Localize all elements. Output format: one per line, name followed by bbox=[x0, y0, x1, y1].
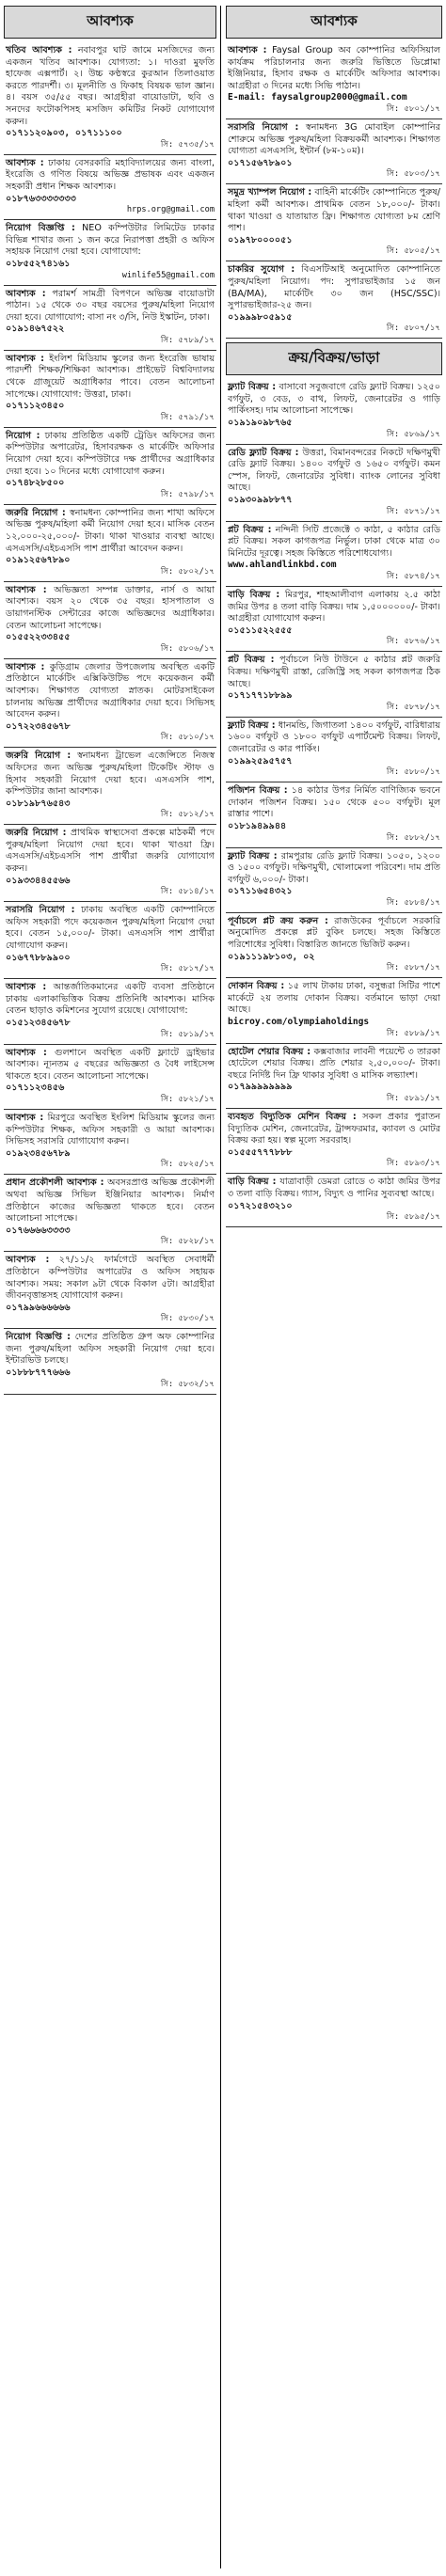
ad-reference: সি: ৫৮১৭/১৭ bbox=[160, 964, 215, 974]
ad-body: ঢাকায় বেসরকারি মহাবিদ্যালয়ের জন্য বাংলা, ইংরেজি ও গণিত বিষয়ে অভিজ্ঞ প্রভাষক এবং একজন সহকারী প্রধান শিক্ষক আবশ্যক। bbox=[6, 157, 215, 192]
job-ad bbox=[4, 1252, 216, 1329]
ad-contact: ০১৯১৪৬৭৫২২ bbox=[6, 324, 65, 335]
ad-text bbox=[228, 785, 440, 821]
ad-contact: ০১৭১১২৩৪৫৬ bbox=[6, 1083, 65, 1094]
ad-text bbox=[228, 122, 440, 158]
ad-contact: ০১৭১১৬৫৪৩২১ bbox=[228, 886, 293, 897]
ad-text bbox=[6, 431, 215, 478]
ad-body: স্বনামধন্য 3G মোবাইল কোম্পানির শোরুমে অভিজ্ঞ পুরুষ/মহিলা বিক্রয়কর্মী আবশ্যক। শিক্ষাগত যোগ্যতা এসএসসি, ইন্টার্ন (৮ম-১০ম)। bbox=[228, 121, 440, 157]
ad-body: মিরপুরে অবস্থিত ইংলিশ মিডিয়াম স্কুলের জন্য কম্পিউটার শিক্ষক, অফিস সহকারী ও আয়া আবশ্যক। সিভিসহ সরাসরি যোগাযোগ করুন। bbox=[6, 1112, 215, 1147]
ad-body: রামপুরায় রেডি ফ্ল্যাট বিক্রয়। ১০৫০, ১২০০ ও ১৫০০ বর্গফুট। দক্ষিণমুখী, খোলামেলা পরিবেশ। দাম প্রতি বর্গফুট ৬,০০০/- টাকা। bbox=[228, 850, 440, 885]
ad-contact: ০১৯৩০৯৯৮৮৭৭ bbox=[228, 495, 293, 506]
ad-reference: সি: ৫৮০৫/১৭ bbox=[386, 246, 440, 257]
ad-title: নিয়োগ : bbox=[6, 430, 40, 441]
ad-contact: ০১৯১২৫৬৭৮৯০ bbox=[6, 555, 71, 566]
ad-text bbox=[228, 382, 440, 418]
ad-reference: সি: ৫৮৭৮/১৭ bbox=[386, 702, 440, 712]
ad-body: উত্তরা, বিমানবন্দরের নিকটে দক্ষিণমুখী রেডি ফ্ল্যাট বিক্রয়। ১৪০০ বর্গফুট ও ১৬৫০ বর্গফুট। কমন স্পেস, লিফট, জেনারেটর সুবিধা। ব্যাংক লোনের সুবিধা আছে। bbox=[228, 447, 440, 494]
ad-contact: ০১৫১১৫২২৫৫৫ bbox=[228, 624, 293, 636]
ad-text bbox=[6, 828, 215, 875]
property-ad bbox=[226, 587, 442, 652]
ad-body: নবাবপুর ঘাট জামে মসজিদের জন্য একজন খতিব আবশ্যক। যোগ্যতা: ১। দাওরা মুফতি হাফেজ এক্সপার্ট। ২। উচ্চ কণ্ঠস্বরে কুরআন তিলাওয়াত করতে পারদর্শী। ৩। মূলনীতি ও ফিকাহ বিষয়ক ভাল জ্ঞান। ৪। বয়স ৩৫/৫৫ বছর। আগ্রহীরা বায়োডাটা, ছবি ও সনদের ফটোকপিসহ মসজিদ কমিটির নিকট যোগাযোগ করুন। bbox=[6, 45, 215, 127]
ad-body: অবসরপ্রাপ্ত অভিজ্ঞ প্রকৌশলী অথবা অভিজ্ঞ সিভিল ইঞ্জিনিয়ার আবশ্যক। নির্মাণ প্রতিষ্ঠানে কাজের অভিজ্ঞতা থাকতে হবে। বেতন আলোচনা সাপেক্ষে। bbox=[6, 1177, 215, 1225]
job-ad bbox=[4, 428, 216, 505]
ad-reference: সি: ৫৮৭৬/১৭ bbox=[386, 637, 440, 647]
ad-reference: সি: ৫৮১০/১৭ bbox=[160, 733, 215, 743]
ad-contact: ০১৭১৭৭১৮৮৯৯ bbox=[228, 690, 293, 702]
ad-contact: ০১৯৭৮০০০০৫১ bbox=[228, 234, 293, 245]
ad-contact: bicroy.com/olympiaholdings bbox=[228, 1017, 370, 1028]
ad-text bbox=[228, 525, 440, 561]
ad-reference: সি: ৫৮৭৪/১৭ bbox=[386, 572, 440, 581]
ad-contact: ০১৭১১২০৯০৩, ০১৭১১১০০ bbox=[6, 128, 122, 139]
property-ad bbox=[226, 652, 442, 717]
ad-title: বাড়ি বিক্রয় : bbox=[228, 590, 280, 600]
ad-reference: সি: ৫৮৯১/১৭ bbox=[386, 1094, 440, 1103]
ad-text bbox=[228, 590, 440, 625]
ad-text bbox=[228, 448, 440, 495]
sale-ad-list bbox=[226, 379, 442, 1227]
ad-title: ফ্ল্যাট বিক্রয় : bbox=[228, 382, 277, 393]
ad-body: পূর্বাচলে নিউ টাউনে ৫ কাঠার প্লট জরুরি বিক্রয়। দক্ষিণমুখী রাস্তা, রেজিস্ট্রি সহ সকল কাগজপত্র ঠিক আছে। bbox=[228, 655, 440, 689]
ad-text bbox=[6, 982, 215, 1018]
ad-title: পজিশন বিক্রয় : bbox=[228, 785, 288, 797]
ad-text bbox=[6, 1113, 215, 1148]
ad-contact: E-mail: faysalgroup2000@gmail.com bbox=[228, 92, 407, 103]
ad-title: আবশ্যক : bbox=[6, 157, 44, 168]
ad-title: নিয়োগ বিজ্ঞপ্তি : bbox=[6, 223, 75, 234]
ad-reference: সি: ৫৮৮২/১৭ bbox=[386, 832, 440, 843]
ad-text bbox=[6, 354, 215, 401]
ad-body: NEO কম্পিউটার লিমিটেড ঢাকার বিভিন্ন শাখার জন্য ১ জন করে নিরাপত্তা প্রহরী ও অফিস সহায়ক নিয়োগ দেয়া হবে। যোগাযোগ: bbox=[6, 223, 215, 258]
ad-title: ব্যবহৃত বিদ্যুতিক মেশিন বিক্রয় : bbox=[228, 1112, 357, 1122]
job-ad bbox=[4, 155, 216, 220]
ad-contact: ০১৭৯৯৯৯৯৯৯৯ bbox=[228, 1082, 293, 1093]
ad-reference: সি: ৫৮২১/১৭ bbox=[160, 1094, 215, 1104]
ad-reference: সি: ৫৮০২/১৭ bbox=[160, 566, 215, 577]
ad-body: বাসাবো সবুজবাগে রেডি ফ্ল্যাট বিক্রয়। ১২৫০ বর্গফুট, ৩ বেড, ৩ বাথ, লিফট, জেনারেটর ও গাড়ি পার্কিংসহ। দাম আলোচনা সাপেক্ষে। bbox=[228, 382, 440, 417]
ad-reference: সি: ৫৮০৭/১৭ bbox=[386, 324, 440, 334]
ad-text bbox=[6, 662, 215, 721]
ad-contact: ০১৭১৫৬৭৮৯০১ bbox=[228, 157, 293, 168]
job-ad bbox=[4, 351, 216, 428]
ad-reference: সি: ৫৮৭১/১৭ bbox=[386, 506, 440, 516]
ad-title: রেডি ফ্ল্যাট বিক্রয় : bbox=[228, 447, 299, 458]
ad-title: হোটেল শেয়ার বিক্রয় : bbox=[228, 1046, 311, 1057]
ad-reference: সি: ৫৭৩৫/১৭ bbox=[160, 139, 215, 150]
section-header-wanted-right: আবশ্যক bbox=[226, 6, 442, 39]
ad-reference: সি: ৫৮৬৯/১৭ bbox=[386, 429, 440, 439]
ad-contact: ০১৫১২৩৪৫৬৭৮ bbox=[6, 1018, 71, 1028]
ad-text bbox=[228, 916, 440, 952]
ad-contact: ০১৮১৯৮৭৬৫৪৩ bbox=[6, 798, 71, 809]
ad-text bbox=[6, 158, 215, 194]
ad-title: নিয়োগ বিজ্ঞপ্তি : bbox=[6, 1332, 71, 1343]
ad-reference: সি: ৫৮১৯/১৭ bbox=[160, 1029, 215, 1039]
property-ad bbox=[226, 718, 442, 782]
job-ad bbox=[4, 1175, 216, 1252]
property-ad bbox=[226, 913, 442, 978]
ad-contact: ০১৯১১১৯৮১০৩, ০২ bbox=[228, 951, 315, 962]
ad-title: আবশ্যক : bbox=[6, 1047, 47, 1058]
job-ad bbox=[4, 582, 216, 659]
ad-body: ২৭/১১/২ ফার্মগেটে অবস্থিত সেবাধর্মী প্রতিষ্ঠানে কম্পিউটার অপারেটর ও অফিস সহায়ক আবশ্যক। সময়: সকাল ৯টা থেকে বিকাল ৫টা। আগ্রহীরা জীবনবৃত্তান্তসহ যোগাযোগ করুন। bbox=[6, 1255, 215, 1302]
ad-title: আবশ্যক : bbox=[6, 584, 47, 595]
ad-title: আবশ্যক : bbox=[6, 353, 45, 364]
ad-body: বাহিনী মার্কেটিং কোম্পানিতে পুরুষ/মহিলা কর্মী আবশ্যক। প্রাথমিক বেতন ১৮,০০০/- টাকা। থাকা খাওয়া ও যাতায়াত ফ্রি। শিক্ষাগত যোগ্যতা ৮ম শ্রেণি পাশ। bbox=[228, 187, 440, 234]
ad-text bbox=[6, 223, 215, 259]
ad-contact: ০১৭১১২৩৪৫০ bbox=[6, 401, 65, 412]
job-ad bbox=[226, 184, 442, 261]
column-divider bbox=[220, 6, 221, 2568]
ad-text bbox=[6, 1177, 215, 1225]
ad-body: ঢাকায় প্রতিষ্ঠিত একটি ট্রেডিং অফিসের জন্য কম্পিউটার অপারেটর, হিসাবরক্ষক ও মার্কেটিং অফিসার নিয়োগ দেয়া হবে। কম্পিউটারে দক্ষ প্রার্থীদের অগ্রাধিকার দেয়া হবে। ১০ দিনের মধ্যে যোগাযোগ করুন। bbox=[6, 430, 215, 477]
ad-contact: ০১৭২১৫৪৩২১০ bbox=[228, 1200, 293, 1211]
ad-title: জরুরি নিয়োগ : bbox=[6, 507, 66, 518]
ad-contact: ০১৮১৯৪৯৯৪৪ bbox=[228, 820, 287, 831]
ad-text bbox=[228, 720, 440, 756]
ad-reference: সি: ৫৮৩২/১৭ bbox=[160, 1379, 215, 1389]
ad-text bbox=[228, 45, 440, 92]
job-ad bbox=[226, 42, 442, 119]
ad-reference: সি: ৫৮৮৯/১৭ bbox=[386, 1028, 440, 1038]
ad-text bbox=[228, 851, 440, 887]
ad-contact: ০১৭৪৮২৮৫০০ bbox=[6, 478, 65, 489]
ad-contact: ০১৯৩৩৪৪৫৫৬৬ bbox=[6, 875, 71, 886]
ad-contact: ০১৭৬৬৬৬৩৩৩৩ bbox=[6, 1225, 71, 1236]
ad-text bbox=[6, 585, 215, 632]
ad-reference: সি: ৫৮৮০/১৭ bbox=[386, 767, 440, 778]
ad-reference: সি: ৫৭৯১/১৭ bbox=[160, 412, 215, 422]
ad-body: গুলশানে অবস্থিত একটি ফ্ল্যাটে ড্রাইভার আবশ্যক। ন্যূনতম ৫ বছরের অভিজ্ঞতা ও বৈধ লাইসেন্স থাকতে হবে। বেতন আলোচনা সাপেক্ষে। bbox=[6, 1047, 215, 1082]
job-ad bbox=[4, 825, 216, 902]
ad-reference: সি: ৫৮১৪/১৭ bbox=[160, 887, 215, 897]
ad-title: আবশ্যক : bbox=[6, 1112, 44, 1123]
ad-reference: সি: ৫৮০৩/১৭ bbox=[386, 169, 440, 180]
ad-body: দেশের প্রতিষ্ঠিত গ্রুপ অফ কোম্পানির জন্য পুরুষ/মহিলা অফিস সহকারী নিয়োগ দেয়া হবে। ইন্টারভিউ চলছে। bbox=[6, 1332, 215, 1367]
left-ad-list bbox=[4, 42, 216, 1395]
ad-title: সমুদ্র খ্যাম্পল নিয়োগ : bbox=[228, 187, 312, 198]
ad-contact: ০১৮৫৫২৭৪১৬১ bbox=[6, 258, 71, 269]
ad-body: বিএসটিআই অনুমোদিত কোম্পানিতে পুরুষ/মহিলা নিয়োগ। পদ: সুপারভাইজার ১৫ জন (BA/MA), মার্কেটিং ৩০ জন (HSC/SSC)। সুপারভাইজার-২৫ জন। bbox=[228, 264, 440, 311]
ad-title: আবশ্যক : bbox=[6, 982, 47, 993]
ad-title: চাকরির সুযোগ : bbox=[228, 264, 295, 276]
ad-title: বাড়ি বিক্রয় : bbox=[228, 1177, 277, 1188]
ad-contact: ০১৯৯৯৮০৫৯১৫ bbox=[228, 311, 293, 323]
right-ad-list bbox=[226, 42, 442, 339]
ad-reference: সি: ৫৮৯৩/১৭ bbox=[386, 1159, 440, 1169]
ad-text bbox=[6, 289, 215, 324]
ad-body: Faysal Group অব কোম্পানির অফিসিয়াল কার্যক্রম পরিচালনার জন্য জরুরি ভিত্তিতে ডিপ্লোমা ইঞ্জিনিয়ার, হিসাব রক্ষক ও মার্কেটিং অফিসার আবশ্যক। আগ্রহীরা ৩ দিনের মধ্যে সিভি পাঠান। bbox=[228, 45, 440, 91]
ad-body: আন্তর্জাতিকমানের একটি ব্যবসা প্রতিষ্ঠানে ঢাকায় এলাকাভিত্তিক বিক্রয় প্রতিনিধি আবশ্যক। মাসিক বেতন ছাড়াও কমিশনের সুযোগ রয়েছে। যোগাযোগ: bbox=[6, 982, 215, 1017]
right-column bbox=[226, 6, 442, 1227]
left-column bbox=[4, 6, 216, 1395]
ad-contact: ০১৯৯২৫৯৫৭৫৭ bbox=[228, 755, 293, 766]
job-ad bbox=[226, 119, 442, 184]
property-ad bbox=[226, 445, 442, 522]
ad-title: খতিব আবশ্যক : bbox=[6, 45, 72, 55]
property-ad bbox=[226, 848, 442, 913]
ad-title: জরুরি নিয়োগ : bbox=[6, 828, 67, 839]
ad-text bbox=[228, 1047, 440, 1083]
job-ad bbox=[4, 748, 216, 825]
ad-title: জরুরি নিয়োগ : bbox=[6, 751, 72, 762]
ad-reference: সি: ৫৮২৮/১৭ bbox=[160, 1237, 215, 1247]
job-ad bbox=[4, 1110, 216, 1175]
ad-title: আবশ্যক : bbox=[228, 45, 267, 55]
ad-text bbox=[228, 1112, 440, 1147]
job-ad bbox=[4, 1045, 216, 1110]
ad-title: আবশ্যক : bbox=[6, 1255, 50, 1266]
ad-contact: ০১৫৫২২৩৩৪৫৫ bbox=[6, 632, 71, 643]
job-ad bbox=[4, 505, 216, 582]
ad-title: সরাসরি নিয়োগ : bbox=[6, 905, 75, 916]
ad-title: ফ্ল্যাট বিক্রয় : bbox=[228, 719, 276, 731]
ad-text bbox=[6, 905, 215, 952]
property-ad bbox=[226, 522, 442, 587]
job-ad bbox=[4, 1329, 216, 1394]
ad-reference: সি: ৫৮৯৫/১৭ bbox=[386, 1212, 440, 1223]
ad-title: সরাসরি নিয়োগ : bbox=[228, 121, 299, 133]
ad-text bbox=[228, 981, 440, 1017]
ad-contact: ০১৫৫৫৭৭৭৮৮৮ bbox=[228, 1146, 293, 1158]
job-ad bbox=[4, 979, 216, 1044]
ad-text bbox=[6, 45, 215, 128]
ad-body: ইংলিশ মিডিয়াম স্কুলের জন্য ইংরেজি ভাষায় পারদর্শী শিক্ষক/শিক্ষিকা আবশ্যক। প্রাইভেট বিশ্ববিদ্যালয় থেকে গ্রাজুয়েট অগ্রাধিকার পাবে। বেতন আলোচনা সাপেক্ষে। যোগাযোগ: উত্তরা, ঢাকা। bbox=[6, 353, 215, 400]
property-ad bbox=[226, 1109, 442, 1174]
ad-body: স্বনামধন্য কোম্পানির জন্য শাখা অফিসে অভিজ্ঞ পুরুষ/মহিলা কর্মী নিয়োগ দেয়া হবে। মাসিক বেতন ১২,০০০-২৫,০০০/- টাকা। থাকা খাওয়ার ব্যবস্থা আছে। এসএসসি/এইচএসসি পাশ প্রার্থীরা আবেদন করুন। bbox=[6, 507, 215, 554]
ad-text bbox=[228, 187, 440, 234]
ad-reference: সি: ৫৭৮৯/১৭ bbox=[160, 335, 215, 345]
ad-body: নন্দিনী সিটি প্রজেক্টে ৩ কাঠা, ৫ কাঠার রেডি প্লট বিক্রয়। সকল কাগজপত্র নির্ভুল। ঢাকা থেকে মাত্র ৩০ মিনিটের দূরত্বে। সহজ কিস্তিতে পরিশোধযোগ্য। bbox=[228, 524, 441, 559]
ad-contact: ০১৮৭৬৩৩৩৩৩৩৩ bbox=[6, 193, 76, 204]
ad-body: কক্সবাজার লাবনী পয়েন্টে ৩ তারকা হোটেলে শেয়ার বিক্রয়। প্রতি শেয়ার ২,৫০,০০০/- টাকা। বছরে নির্দিষ্ট দিন ফ্রি থাকার সুবিধা ও মাসিক লভ্যাংশ। bbox=[228, 1046, 440, 1081]
job-ad bbox=[4, 42, 216, 155]
ad-text bbox=[6, 1048, 215, 1083]
ad-body: প্রাথমিক স্বাস্থ্যসেবা প্রকল্পে মাঠকর্মী পদে পুরুষ/মহিলা নিয়োগ দেয়া হবে। থাকা খাওয়া ফ্রি। এসএসসি/এইচএসসি পাশ প্রার্থীরা জরুরি যোগাযোগ করুন। bbox=[6, 828, 215, 875]
ad-text bbox=[228, 1177, 440, 1200]
ad-body: স্বনামধন্য ট্রাভেল এজেন্সিতে নিজস্ব অফিসের জন্য অভিজ্ঞ পুরুষ/মহিলা টিকেটিং স্টাফ ও হিসাব সহকারী নিয়োগ দেয়া হবে। এসএসসি পাশ, কম্পিউটার জানা আবশ্যক। bbox=[6, 751, 215, 798]
ad-body: মিরপুর, শাহআলীবাগ এলাকায় ২.৫ কাঠা জমির উপর ৪ তলা বাড়ি বিক্রয়। দাম ১,৫০০০০০০/- টাকা। আগ্রহীরা যোগাযোগ করুন। bbox=[228, 590, 440, 624]
ad-contact: ০১৭৯৯৬৬৬৬৬৬ bbox=[6, 1302, 71, 1313]
ad-text bbox=[6, 508, 215, 555]
ad-reference: hrps.org@gmail.com bbox=[126, 205, 215, 215]
property-ad bbox=[226, 1044, 442, 1109]
ad-reference: সি: ৫৮৮৭/১৭ bbox=[386, 963, 440, 973]
property-ad bbox=[226, 978, 442, 1043]
ad-body: কুড়িগ্রাম জেলার উপজেলায় অবস্থিত একটি প্রতিষ্ঠানে মার্কেটিং এক্সিকিউটিভ পদে কয়েকজন কর্মী আবশ্যক। শিক্ষাগত যোগ্যতা স্নাতক। মোটরসাইকেল চালনায় অভিজ্ঞ প্রার্থীদের অগ্রাধিকার দেয়া হবে। সিভিসহ আবেদন করুন। bbox=[6, 661, 215, 720]
ad-contact: ০১৯২৩৪৫৬৭৮৯ bbox=[6, 1147, 71, 1159]
job-ad bbox=[4, 220, 216, 285]
ad-contact: www.ahlandlinkbd.com bbox=[228, 560, 337, 571]
ad-contact: ০১৭২২৩৪৫৬৭৮ bbox=[6, 720, 71, 732]
ad-body: পরামর্শ সামগ্রী বিপণনে অভিজ্ঞ বায়োডাটা পাঠান। ১৫ থেকে ৩০ বছর বয়সের পুরুষ/মহিলা নিয়োগ দেয়া হবে। যোগাযোগ: বাসা নং ৩/সি, নিউ ইস্কাটন, ঢাকা। bbox=[6, 288, 215, 323]
ad-title: আবশ্যক : bbox=[6, 661, 45, 672]
ad-reference: winlife55@gmail.com bbox=[121, 270, 215, 280]
ad-body: যাত্রাবাড়ী ডেমরা রোডে ৩ কাঠা জমির উপর ৩ তলা বাড়ি বিক্রয়। গ্যাস, বিদ্যুৎ ও পানির সুব্যবস্থা আছে। bbox=[228, 1177, 440, 1199]
section-header-wanted-left: আবশ্যক bbox=[4, 6, 216, 39]
ad-title: প্লট বিক্রয় : bbox=[228, 655, 275, 666]
section-header-buy-sell-rent: ক্রয়/বিক্রয়/ভাড়া bbox=[226, 342, 442, 375]
property-ad bbox=[226, 1174, 442, 1227]
ad-text bbox=[228, 655, 440, 690]
ad-reference: সি: ৫৭৯৮/১৭ bbox=[160, 489, 215, 499]
job-ad bbox=[226, 261, 442, 339]
ad-reference: সি: ৫৮৩০/১৭ bbox=[160, 1314, 215, 1324]
ad-body: ১৪ কাঠার উপর নির্মিত বাণিজ্যিক ভবনে দোকান পজিশন বিক্রয়। ১৫০ থেকে ৫০০ বর্গফুট। মূল রাস্তার পাশে। bbox=[228, 785, 440, 820]
ad-title: আবশ্যক : bbox=[6, 288, 46, 299]
ad-body: ১৫ লাখ টাকায় ঢাকা, বসুন্ধরা সিটির পাশে মার্কেটে ২য় তলায় দোকান বিক্রয়। বর্তমানে ভাড়া দেয়া আছে। bbox=[228, 981, 440, 1016]
ad-reference: সি: ৫৮০১/১৭ bbox=[386, 103, 440, 114]
ad-title: প্রধান প্রকৌশলী আবশ্যক : bbox=[6, 1177, 104, 1189]
ad-text bbox=[228, 264, 440, 311]
property-ad bbox=[226, 379, 442, 444]
ad-reference: সি: ৫৮০৬/১৭ bbox=[160, 643, 215, 654]
ad-body: ধানমন্ডি, জিগাতলা ১৪০০ বর্গফুট, বারিধারায় ১৬০০ বর্গফুট ও ১৮০০ বর্গফুট এপার্টমেন্ট বিক্রয়। লিফট, জেনারেটর ও কার পার্কিং। bbox=[228, 719, 440, 754]
ad-title: ফ্ল্যাট বিক্রয় : bbox=[228, 850, 278, 861]
ad-title: প্লট বিক্রয় : bbox=[228, 524, 272, 535]
ad-contact: ০১৯১৯০৯৮৭৬৫ bbox=[228, 418, 293, 429]
ad-title: দোকান বিক্রয় : bbox=[228, 981, 285, 992]
ad-contact: ০১৮৮৮৭৭৭৬৬৬ bbox=[6, 1367, 71, 1379]
property-ad bbox=[226, 782, 442, 847]
ad-reference: সি: ৫৮২৫/১৭ bbox=[160, 1160, 215, 1170]
ad-reference: সি: ৫৮৮৪/১৭ bbox=[386, 897, 440, 908]
ad-reference: সি: ৫৮১২/১৭ bbox=[160, 810, 215, 820]
ad-text bbox=[6, 751, 215, 798]
job-ad bbox=[4, 286, 216, 351]
ad-text bbox=[6, 1332, 215, 1367]
job-ad bbox=[4, 659, 216, 749]
ad-body: রাজউকের পূর্বাচলে সরকারি অনুমোদিত প্রকল্পে প্লট বুকিং চলছে। সহজ কিস্তিতে পরিশোধের সুবিধা। বিস্তারিত জানতে ভিজিট করুন। bbox=[228, 915, 440, 951]
ad-contact: ০১৬৭৭৮৮৯৯০০ bbox=[6, 952, 71, 963]
ad-body: ঢাকায় অবস্থিত একটি কোম্পানিতে অফিস সহকারী পদে কয়েকজন পুরুষ/মহিলা নিয়োগ দেয়া হবে। বেতন ১৫,০০০/- টাকা। এসএসসি পাশ প্রার্থীরা যোগাযোগ করুন। bbox=[6, 905, 215, 952]
ad-body: সকল প্রকার পুরাতন বিদ্যুতিক মেশিন, জেনারেটর, ট্রান্সফরমার, ক্যাবল ও মোটর বিক্রয় করা হয়। স্বল্প মূল্যে সরবরাহ। bbox=[228, 1112, 441, 1146]
ad-title: পূর্বাচলে প্লট ক্রয় করুন : bbox=[228, 915, 328, 926]
ad-text bbox=[6, 1255, 215, 1302]
ad-body: অভিজ্ঞতা সম্পন্ন ডাক্তার, নার্স ও আয়া আবশ্যক। বয়স ২০ থেকে ৩৫ বছর। হাসপাতাল ও ডায়াগনস্টিক সেন্টারের কাজে অভিজ্ঞদের অগ্রাধিকার। বেতন আলোচনা সাপেক্ষে। bbox=[6, 584, 215, 631]
job-ad bbox=[4, 902, 216, 979]
